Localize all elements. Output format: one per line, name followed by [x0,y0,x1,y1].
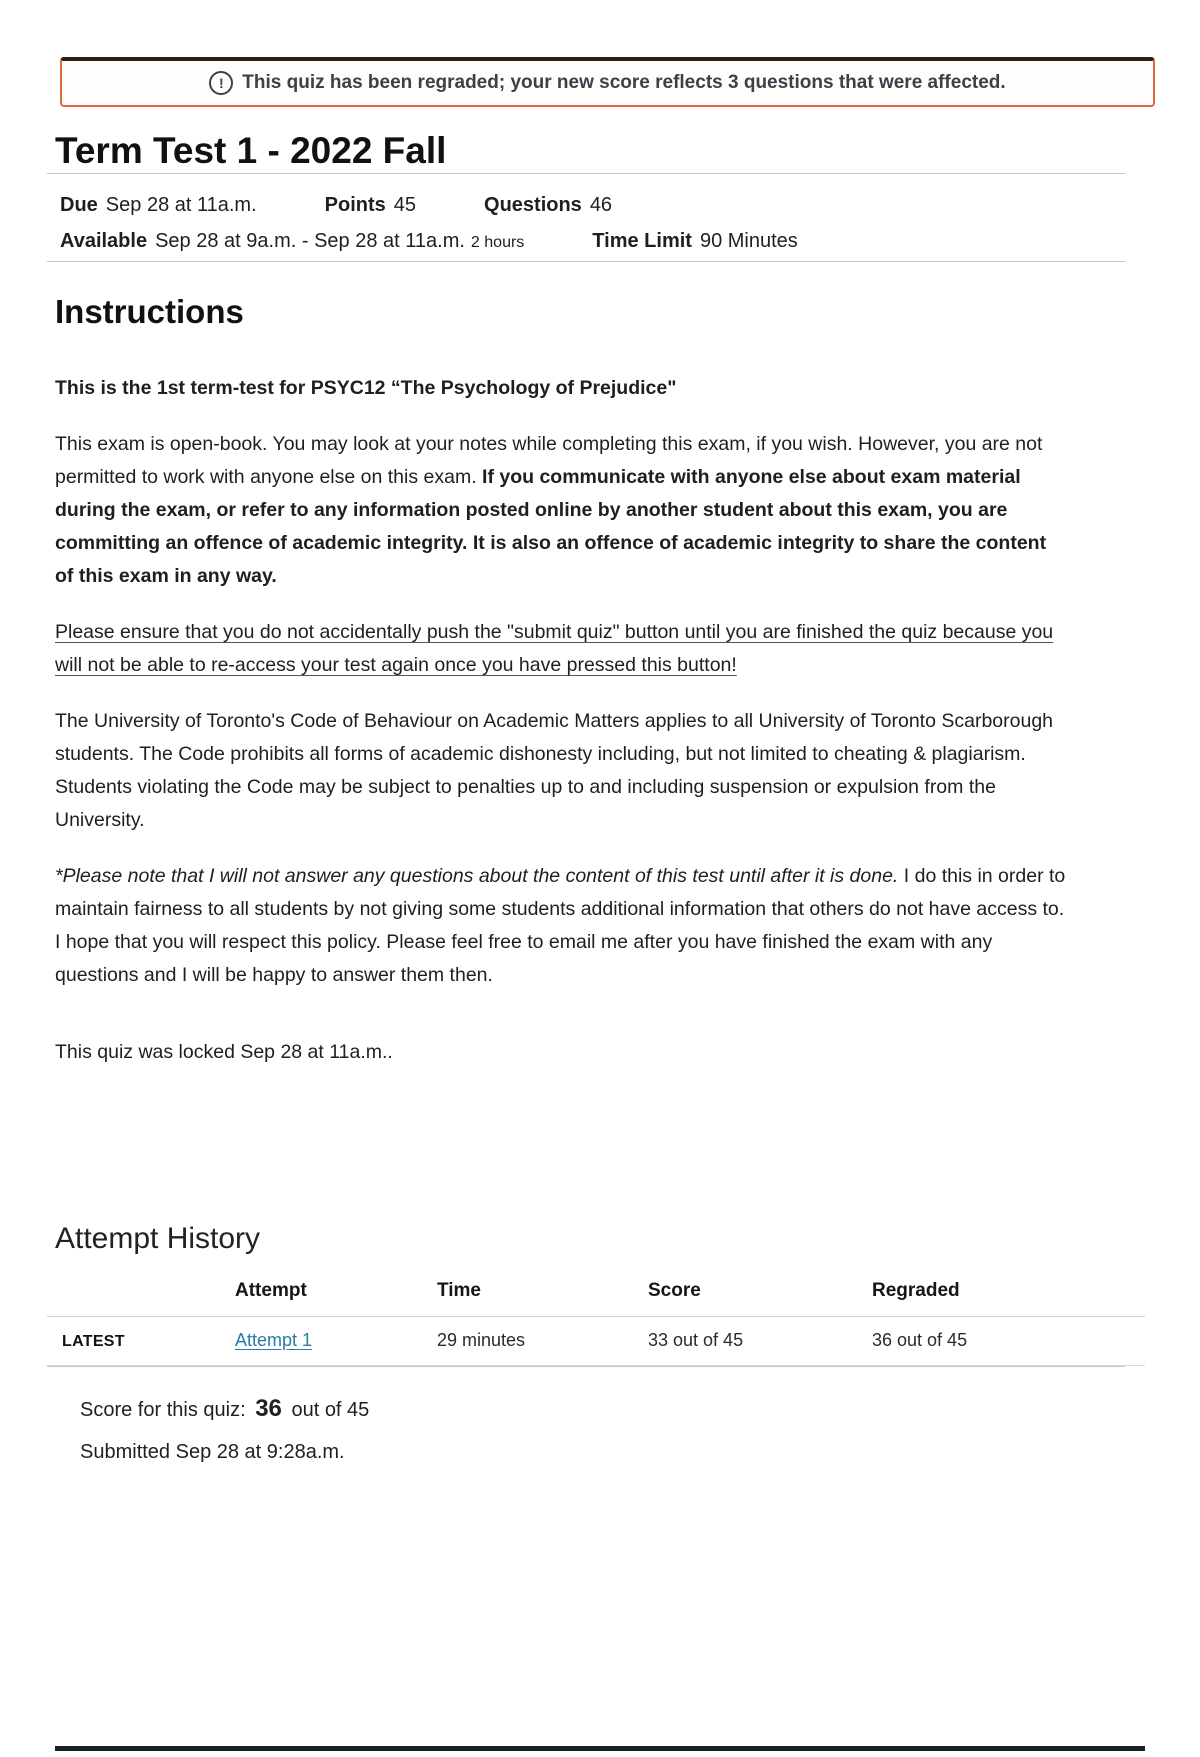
available-value: Sep 28 at 9a.m. - Sep 28 at 11a.m. [155,230,465,253]
regrade-alert-text: This quiz has been regraded; your new score reflects 3 questions that were affected. [242,72,1006,93]
questions-label: Questions [484,194,582,217]
available-label: Available [60,230,148,253]
questions-value: 46 [589,194,613,217]
column-header-attempt: Attempt [235,1279,307,1301]
column-header-regraded: Regraded [872,1279,960,1301]
score-label: Score for this quiz: [80,1398,246,1421]
availability [60,223,524,261]
submitted-timestamp: Submitted Sep 28 at 9:28a.m. [80,1440,345,1463]
attempt-1-link[interactable]: Attempt 1 [235,1329,313,1350]
footer-bar [55,1746,1145,1751]
instructions-paragraph-3: The University of Toronto's Code of Behaviour on Academic Matters applies to all University of Toronto Scarborough students. The Code prohibits all forms of academic dishonesty including, but not limited to cheating & plagiarism. Students violating the Code may be subject to penalties up to and including suspension or expulsion from the University. [55,709,1054,831]
instructions-intro: This is the 1st term-test for PSYC12 “The Psychology of Prejudice" [55,376,677,399]
score-value: 36 [255,1394,282,1422]
points [325,187,416,223]
due-value: Sep 28 at 11a.m. [105,194,257,217]
latest-row-label: LATEST [62,1332,125,1350]
quiz-meta-row-1 [60,187,1140,223]
divider [47,1366,1125,1367]
page-title: Term Test 1 - 2022 Fall [55,130,447,171]
due-label: Due [60,194,98,217]
column-header-time: Time [437,1279,482,1301]
attempt-regraded-cell: 36 out of 45 [872,1329,968,1350]
quiz-score-summary [80,1392,1140,1469]
instructions-paragraph-4 [55,860,1067,992]
divider [47,173,1125,174]
p4-normal-text: I do this in order to maintain fairness to all students by not giving some students additional information that others do not have access to. I hope that you will respect this policy. Please feel free to email me after you have finished the exam with any questions and I will be happy to answer them then. [55,864,1066,986]
time-limit-label: Time Limit [592,230,692,253]
p4-italic-text: *Please note that I will not answer any questions about the content of this test until after it is done. [55,864,899,887]
time-limit [592,223,798,259]
attempt-history-heading: Attempt History [55,1221,261,1255]
column-header-score: Score [648,1279,701,1301]
p1-bold-text: If you communicate with anyone else about exam material during the exam, or refer to any information posted online by another student about this exam, you are committing an offence of academic integrity. It is also an offence of academic integrity to share the content of this exam in any way. [55,465,1047,587]
questions-count [484,187,612,223]
attempt-time-cell: 29 minutes [437,1329,526,1350]
attempt-history-header-row [47,1272,1145,1317]
instructions-paragraph-2: Please ensure that you do not accidentally push the "submit quiz" button until you are finished the quiz because you will not be able to re-access your test again once you have pressed this button! [55,620,1054,676]
time-limit-value: 90 Minutes [699,230,798,253]
attempt-history-table [47,1272,1145,1366]
instructions-paragraph-1 [55,428,1067,593]
points-label: Points [324,194,386,217]
warning-icon: ! [209,71,233,95]
regrade-alert-banner [60,57,1155,107]
quiz-locked-notice: This quiz was locked Sep 28 at 11a.m.. [55,1040,393,1063]
due-date [60,187,257,223]
quiz-meta [60,187,1140,261]
attempt-history-latest-row [47,1317,1145,1366]
available-duration-note: 2 hours [470,234,525,252]
points-value: 45 [393,194,417,217]
attempt-score-cell: 33 out of 45 [648,1329,744,1350]
quiz-meta-row-2 [60,223,1140,261]
instructions-heading: Instructions [55,293,244,331]
divider [47,261,1125,262]
p1-normal-text: This exam is open-book. You may look at your notes while completing this exam, if you wish. However, you are not permitted to work with anyone else on this exam. [55,432,1043,488]
quiz-score-line [80,1392,1140,1427]
score-outof: out of 45 [291,1398,370,1421]
